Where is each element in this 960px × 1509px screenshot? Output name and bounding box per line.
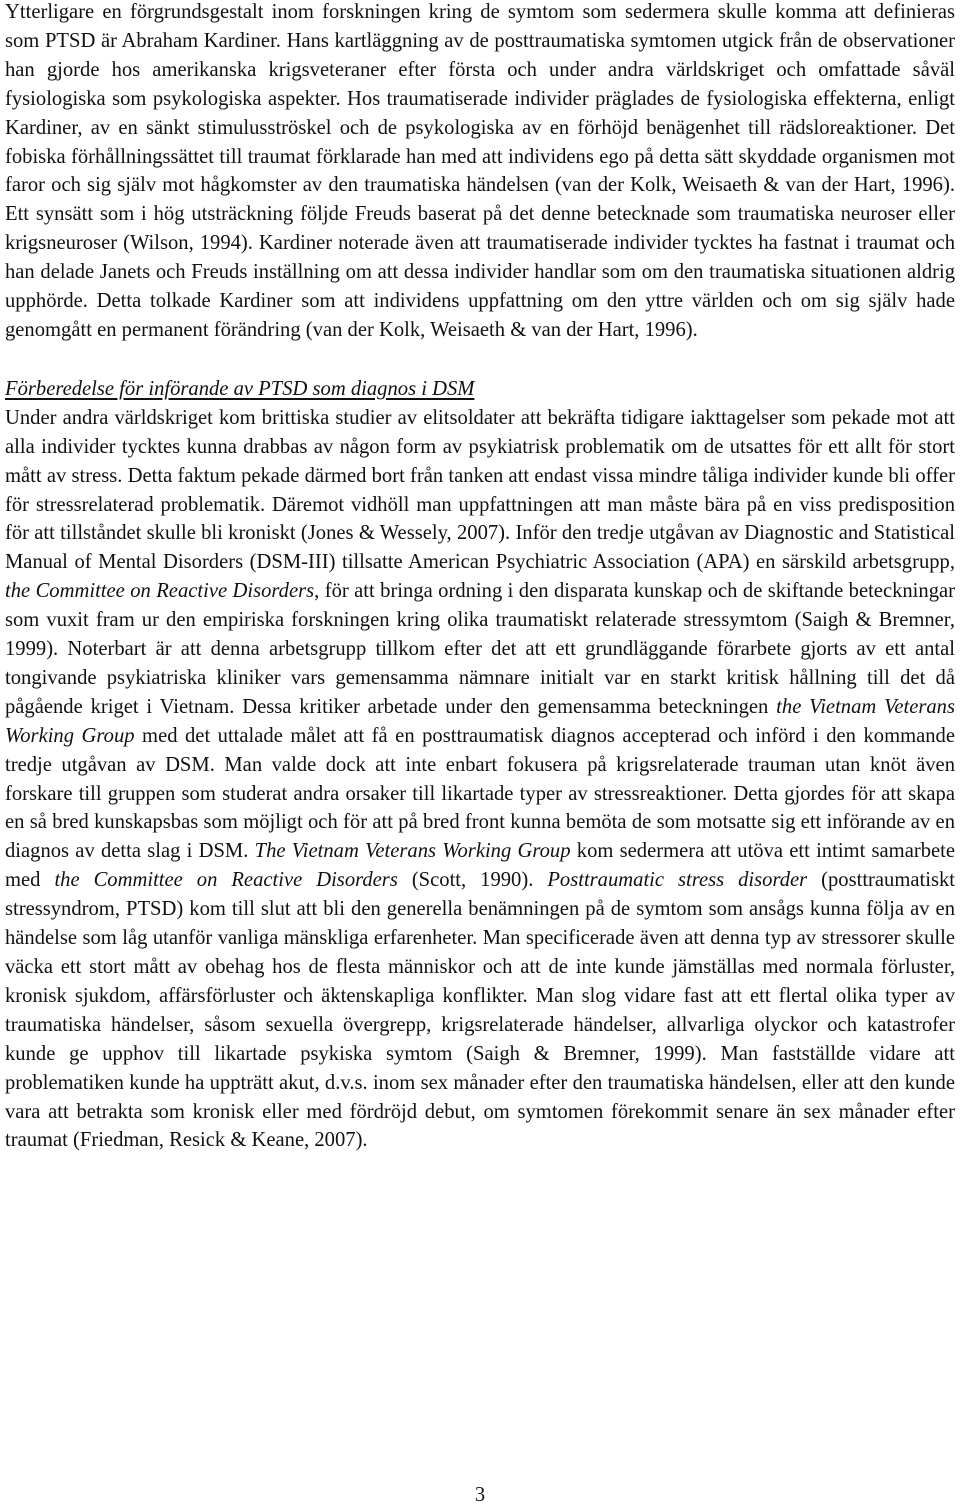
paragraph-text: Under andra världskriget kom brittiska studier av elitsoldater att bekräfta tidigare iakttagelser som pekade mot att alla individer tycktes kunna drabbas av någon form av psykiatrisk problematik om de utsattes för ett allt för stort mått av stress. Detta faktum pekade därmed bort från tanken att endast vissa mindre tåliga individer kunde bli offer för stressrelaterad problematik. Däremot vidhöll man uppfattningen att man måste bära på en viss predisposition för att tillståndet skulle bli kroniskt (Jones & Wessely, 2007). Inför den tredje utgåvan av Diagnostic and Statistical Manual of Mental Disorders (DSM-III) tillsatte American Psychiatric Association (APA) en särskild arbetsgrupp,: [5, 406, 955, 574]
paragraph-text: (posttraumatiskt stressyndrom, PTSD) kom till slut att bli den generella benämningen på de symtom som ansågs kunna följa av en händelse som låg utanför vanliga mänskliga erfarenheter. Man specificerade även att denna typ av stressorer skulle väcka ett stort mått av obehag hos de flesta människor och att de inte kunde jämställas med normala förluster, kronisk sjukdom, affärsförluster och äktenskapliga konflikter. Man slog vidare fast att ett flertal olika typer av traumatiska händelser, såsom sexuella övergrepp, krigsrelaterade händelser, allvarliga olyckor och katastrofer kunde ge upphov till likartade psykiska symtom (Saigh & Bremner, 1999). Man fastställde vidare att problematiken kunde ha uppträtt akut, d.v.s. inom sex månader efter den traumatiska händelsen, eller att den kunde vara att betrakta som kronisk eller med fördröjd debut, om symtomen förekommit senare än sex månader efter traumat (Friedman, Resick & Keane, 2007).: [5, 869, 955, 1152]
italic-term: Posttraumatic stress disorder: [547, 869, 808, 892]
paragraph-text: med det uttalade målet att få en posttraumatisk diagnos accepterad och införd i den kommande tredje utgåvan av DSM. Man valde dock att inte enbart fokusera på krigsrelaterade trauman utan knöt även forskare till gruppen som studerat andra orsaker till likartade typer av stressreaktioner. Detta gjordes för att skapa en så bred kunskapsbas som möjligt och för att på bred front kunna bemöta de som motsatte sig ett införande av en diagnos av detta slag i DSM.: [5, 724, 955, 863]
body-paragraph-dsm: [5, 404, 955, 1156]
section-heading: Förberedelse för införande av PTSD som diagnos i DSM: [5, 377, 475, 400]
paragraph-text: , för att bringa ordning i den disparata kunskap och de skiftande beteckningar som vuxit fram ur den empiriska forskningen kring olika traumatiskt relaterade stressymtom (Saigh & Bremner, 1999). Noterbart är att denna arbetsgrupp tillkom efter det att ett grundläggande förarbete gjorts av ett antal tongivande psykiatriska kliniker vars gemensamma nämnare initialt var en starkt kritisk hållning till det då pågående kriget i Vietnam. Dessa kritiker arbetade under den gemensamma beteckningen: [5, 580, 955, 718]
italic-term: The Vietnam Veterans Working Group: [254, 840, 571, 863]
paragraph-text: (Scott, 1990).: [397, 869, 548, 892]
body-paragraph-kardiner: [5, 0, 955, 345]
document-page: [5, 0, 955, 1155]
paragraph-text: Det fobiska förhållningssättet till traumat förklarade han med att individens ego på detta sätt skyddade organismen mot faror och sig själv mot hågkomster av den traumatiska händelsen (van der Kolk, Weisaeth & van der Hart, 1996). Ett synsätt som i hög utsträckning följde Freuds baserat på det denne betecknade som traumatiska neuroser eller krigsneuroser (Wilson, 1994). Kardiner noterade även att traumatiserade individer tycktes ha fastnat i traumat och han delade Janets och Freuds inställning om att dessa individer handlar som om den traumatiska situationen aldrig upphörde. Detta tolkade Kardiner som att individens uppfattning om den yttre världen och om sig själv hade genomgått en permanent förändring (van der Kolk, Weisaeth & van der Hart, 1996).: [5, 116, 955, 341]
italic-term: the Committee on Reactive Disorders: [54, 869, 398, 892]
paragraph-text: kom sedermera att utöva ett intimt samarbete med: [5, 840, 955, 892]
italic-term: the Vietnam Veterans Working Group: [5, 695, 955, 747]
italic-term: the Committee on Reactive Disorders: [5, 580, 315, 603]
page-number: 3: [474, 1484, 486, 1506]
paragraph-text: Ytterligare en förgrundsgestalt inom forskningen kring de symtom som sedermera skulle komma att definieras som PTSD är Abraham Kardiner. Hans kartläggning av de posttraumatiska symtomen utgick från de observationer han gjorde hos amerikanska krigsveteraner efter första och under andra världskriget och omfattade såväl fysiologiska som psykologiska aspekter. Hos traumatiserade individer präglades de fysiologiska effekterna, enligt Kardiner, av en sänkt stimulusströskel och de psykologiska av en förhöjd benägenhet till rädsloreaktioner.: [5, 1, 955, 139]
